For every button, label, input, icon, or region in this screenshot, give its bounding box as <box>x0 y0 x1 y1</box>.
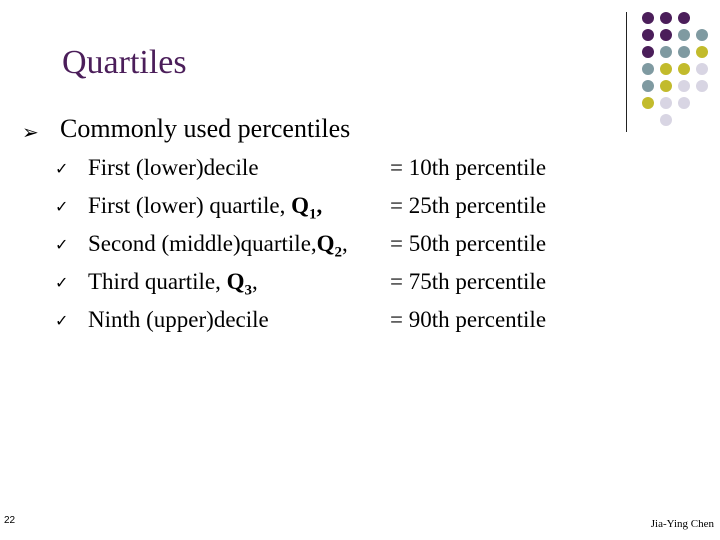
list-item <box>0 193 720 229</box>
list-item <box>0 307 720 343</box>
item-label: First (lower) quartile, $Q_1$, <box>88 193 323 223</box>
item-value: = 25th percentile <box>390 193 547 218</box>
list-item <box>0 269 720 305</box>
checkmark-icon: ✓ <box>55 273 69 292</box>
item-value: = 75th percentile <box>390 269 547 294</box>
checkmark-icon: ✓ <box>55 235 69 254</box>
item-label: Second $(middle)quartile,Q_2$, <box>88 231 348 261</box>
author-footer: Jia-Ying Chen <box>650 518 714 530</box>
list-item <box>0 231 720 267</box>
list-item <box>0 155 720 191</box>
slide-title: Quartiles <box>62 44 187 81</box>
checkmark-icon: ✓ <box>55 197 69 216</box>
page-number: 22 <box>4 515 16 526</box>
checkmark-icon: ✓ <box>55 159 69 178</box>
checkmark-icon: ✓ <box>55 311 69 330</box>
item-value: = 90th percentile <box>390 307 547 332</box>
arrow-bullet-icon: ➢ <box>22 120 39 144</box>
item-label: Third quartile, $Q_3$, <box>88 269 258 299</box>
item-label: First (lower)decile <box>88 155 259 180</box>
divider-line <box>626 12 627 132</box>
item-value: = 10th percentile <box>390 155 547 180</box>
item-label: Ninth (upper)decile <box>88 307 269 332</box>
item-value: = 50th percentile <box>390 231 547 256</box>
main-bullet-text: Commonly used percentiles <box>60 114 351 143</box>
